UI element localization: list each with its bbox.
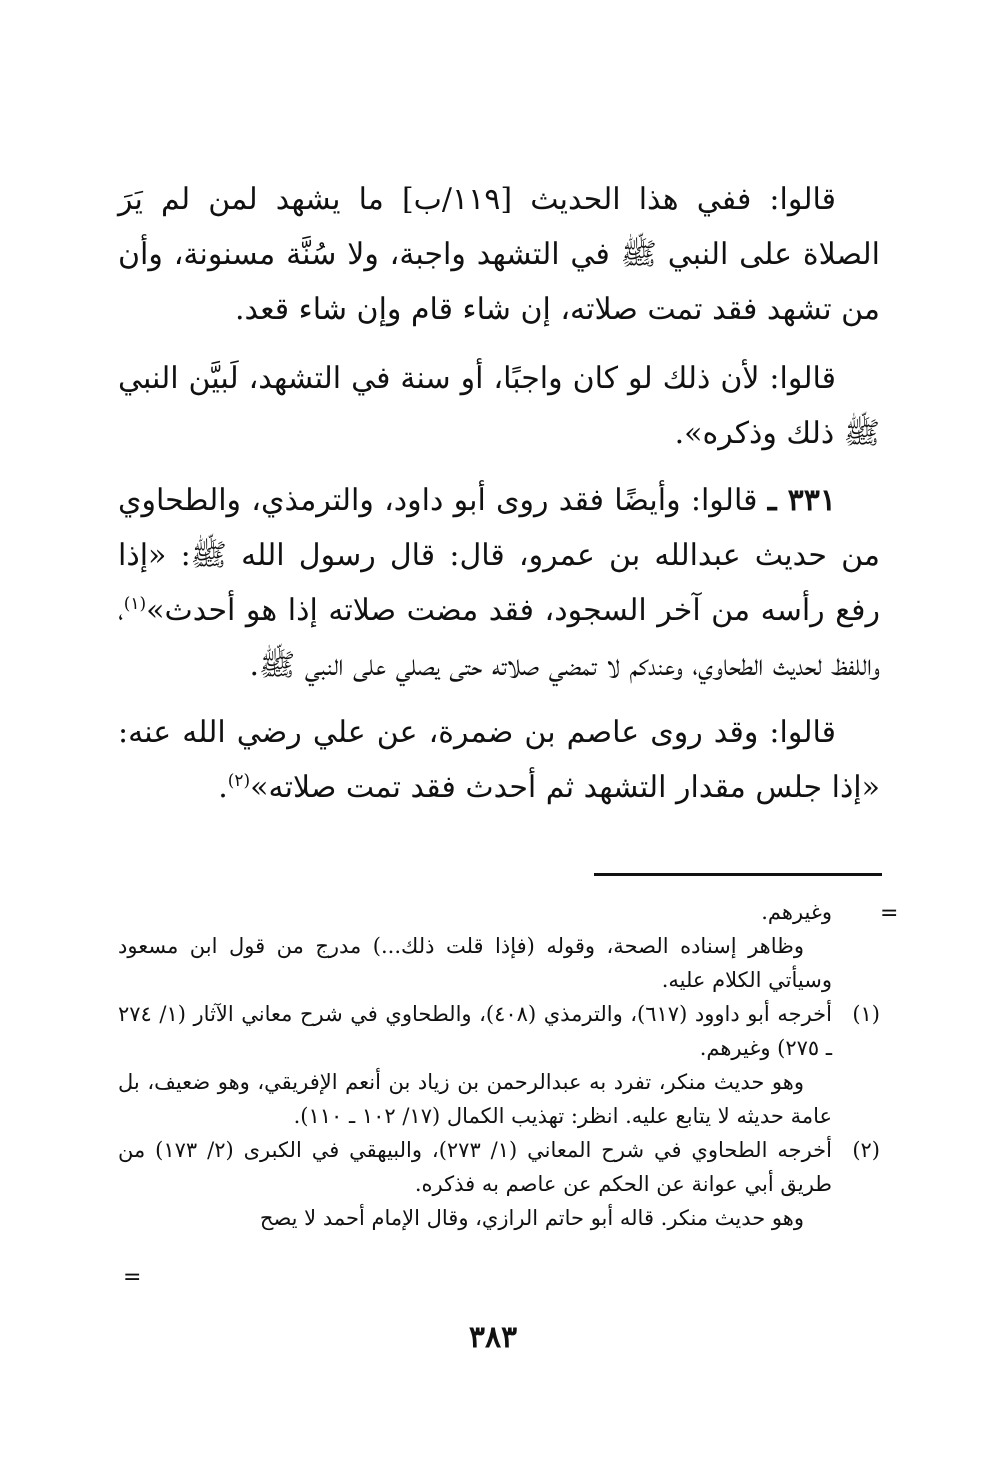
paragraph-1: قالوا: ففي هذا الحديث [١١٩/ب] ما يشهد لمن لم يَرَ الصلاة على النبي ﷺ في التشهد واجبة، ولا سُنَّة مسنونة، وأن من تشهد فقد تمت صلاته، إن شاء قام وإن شاء قعد. xyxy=(118,182,880,327)
footnote-continued-line-2: وظاهر إسناده الصحة، وقوله (فإذا قلت ذلك...) مدرج من قول ابن مسعود وسيأتي الكلام عليه. xyxy=(118,934,832,992)
paragraph-3-text-b: ، واللفظ لحديث الطحاوي، وعندكم لا تمضي صلاته حتى يصلي على النبي ﷺ. xyxy=(118,593,880,683)
footnote-continued-line-1: وغيرهم. xyxy=(761,900,832,924)
footnote-2-line-2: وهو حديث منكر. قاله أبو حاتم الرازي، وقال الإمام أحمد لا يصح xyxy=(259,1206,804,1230)
footnote-continuation-mark: = xyxy=(880,901,899,926)
footnote-2-number: (٢) xyxy=(852,1138,880,1162)
main-text xyxy=(118,172,880,827)
footnote-end-mark: = xyxy=(123,1265,142,1290)
paragraph-4-text-a: قالوا: وقد روى عاصم بن ضمرة، عن علي رضي الله عنه: «إذا جلس مقدار التشهد ثم أحدث فقد تمت صلاته» xyxy=(118,715,880,805)
footnote-ref-2[interactable]: (٢) xyxy=(227,771,251,791)
footnote-1-line-2: وهو حديث منكر، تفرد به عبدالرحمن بن زياد بن أنعم الإفريقي، وهو ضعيف، بل عامة حديثه لا يتابع عليه. انظر: تهذيب الكمال (١٧/ ١٠٢ ـ ١١٠). xyxy=(118,1070,832,1128)
footnote-ref-1[interactable]: (١) xyxy=(123,594,147,614)
footnotes xyxy=(118,895,880,1235)
footnote-separator xyxy=(594,873,882,876)
footnote-2 xyxy=(118,1133,880,1235)
footnote-1-line-1: أخرجه أبو داوود (٦١٧)، والترمذي (٤٠٨)، والطحاوي في شرح معاني الآثار (١/ ٢٧٤ ـ ٢٧٥) وغيرهم. xyxy=(118,1002,832,1060)
hadith-number: ٣٣١ ـ xyxy=(767,483,836,518)
footnote-continued xyxy=(118,895,880,997)
paragraph-2: قالوا: لأن ذلك لو كان واجبًا، أو سنة في التشهد، لَبيَّن النبي ﷺ ذلك وذكره». xyxy=(118,361,880,451)
paragraph-4 xyxy=(118,705,880,815)
footnote-1 xyxy=(118,997,880,1133)
paragraph-3-text-a: قالوا: وأيضًا فقد روى أبو داود، والترمذي، والطحاوي من حديث عبدالله بن عمرو، قال: قال رسول الله ﷺ: «إذا رفع رأسه من آخر السجود، فقد مضت صلاته إذا هو أحدث» xyxy=(118,483,880,628)
footnote-2-line-1: أخرجه الطحاوي في شرح المعاني (١/ ٢٧٣)، والبيهقي في الكبرى (٢/ ١٧٣) من طريق أبي عوانة عن الحكم عن عاصم به فذكره. xyxy=(118,1138,832,1196)
page-number: ٣٨٣ xyxy=(468,1320,518,1355)
paragraph-4-text-b: . xyxy=(218,770,228,805)
paragraph-3 xyxy=(118,473,880,693)
footnote-1-number: (١) xyxy=(852,1002,880,1026)
